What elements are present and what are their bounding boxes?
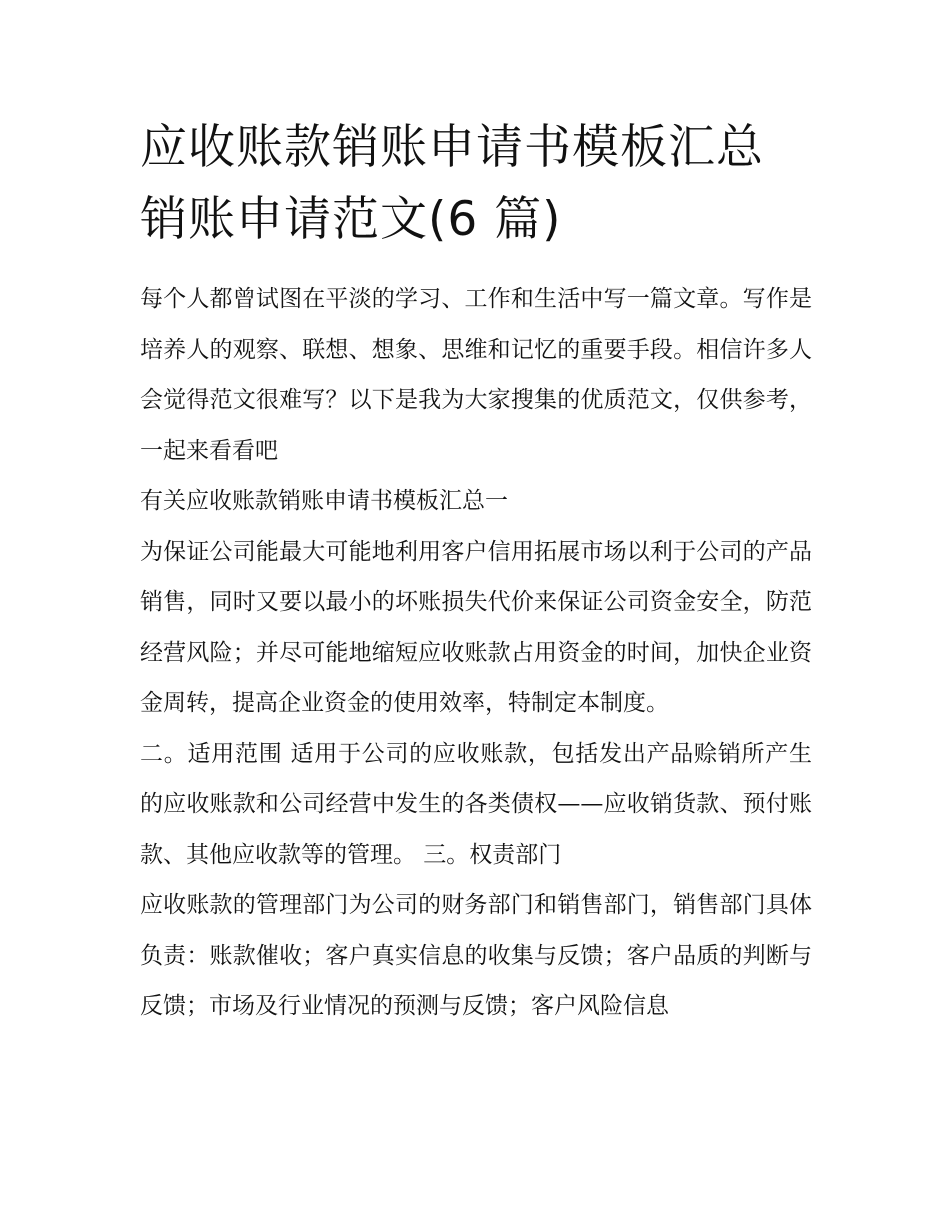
paragraph-purpose: 为保证公司能最大可能地利用客户信用拓展市场以利于公司的产品销售，同时又要以最小的坏账损失代价来保证公司资金安全，防范经营风险；并尽可能地缩短应收账款占用资金的时间，加快企业资金周转，提高企业资金的使用效率，特制定本制度。 [140,538,812,716]
paragraph-scope: 二。适用范围 适用于公司的应收账款，包括发出产品赊销所产生的应收账款和公司经营中发生的各类债权——应收销货款、预付账款、其他应收款等的管理。 三。权责部门 [140,740,812,868]
document-page [140,112,812,1032]
document-title [140,112,812,256]
paragraph-intro: 每个人都曾试图在平淡的学习、工作和生活中写一篇文章。写作是培养人的观察、联想、想象、思维和记忆的重要手段。相信许多人会觉得范文很难写？以下是我为大家搜集的优质范文，仅供参考，一起来看看吧 [140,286,812,464]
document-body [140,274,812,1032]
paragraph-responsibility: 应收账款的管理部门为公司的财务部门和销售部门，销售部门具体负责：账款催收；客户真实信息的收集与反馈；客户品质的判断与反馈；市场及行业情况的预测与反馈；客户风险信息 [140,892,812,1019]
title-line-1: 应收账款销账申请书模板汇总 [140,120,764,175]
title-line-2: 销账申请范文(6 篇) [140,192,562,247]
paragraph-section-heading: 有关应收账款销账申请书模板汇总一 [140,488,508,514]
